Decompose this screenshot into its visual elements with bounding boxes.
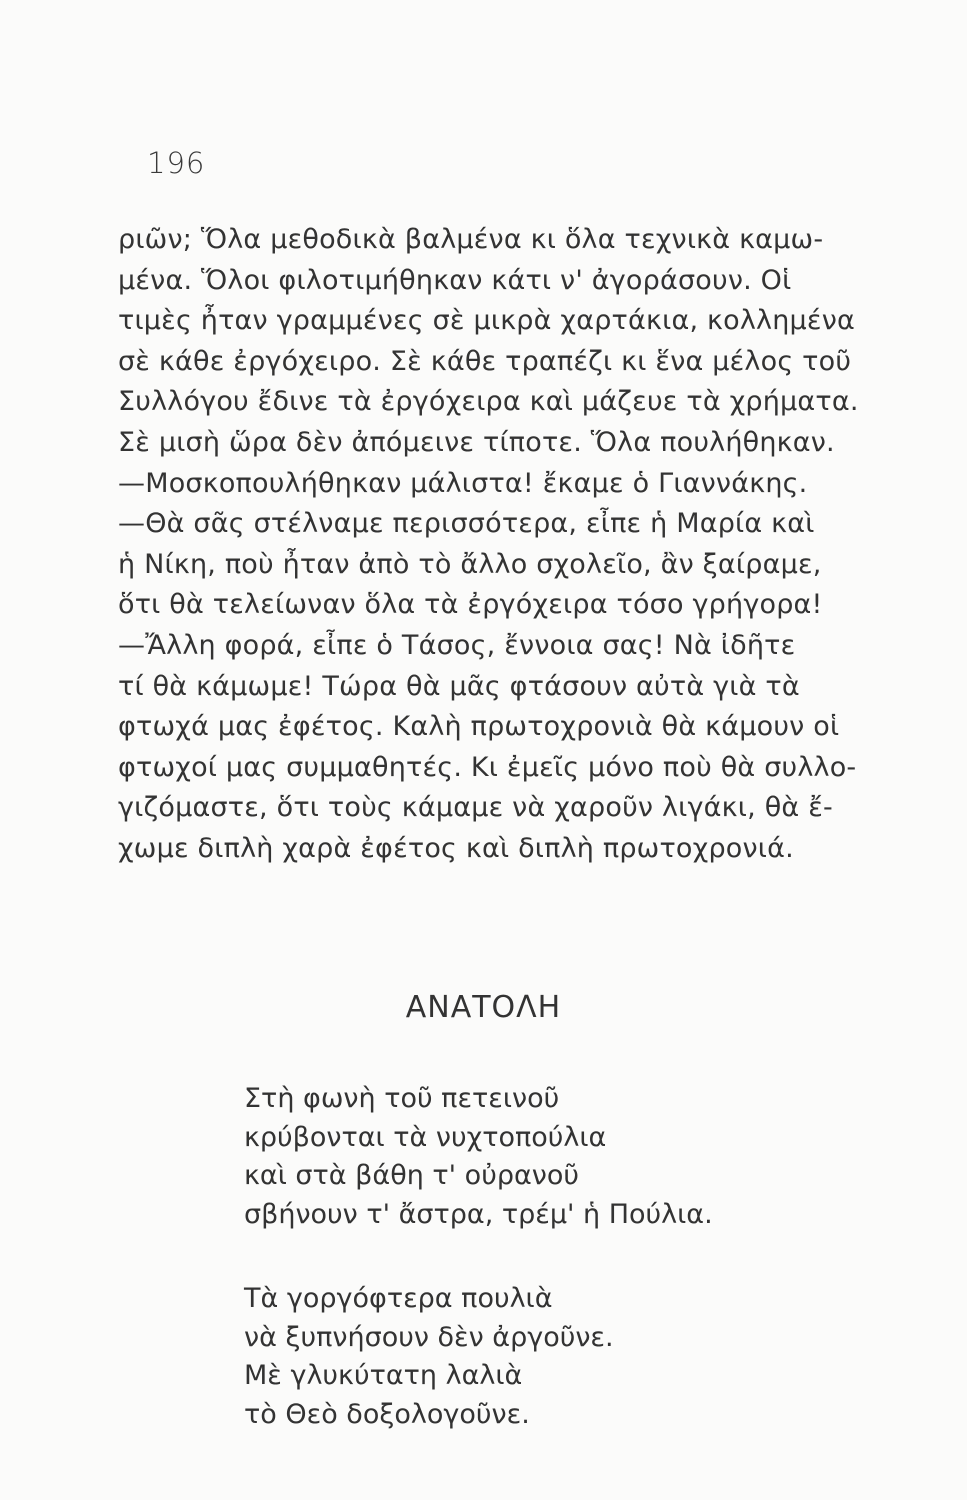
prose-line: φτωχά μας ἐφέτος. Καλὴ πρωτοχρονιὰ θὰ κάμουν οἱ <box>118 711 840 743</box>
prose-line: ριῶν; Ὅλα μεθοδικὰ βαλμένα κι ὅλα τεχνικὰ καμω- <box>118 224 824 255</box>
poem-line: κρύβονται τὰ νυχτοπούλια <box>244 1121 607 1153</box>
prose-line: σὲ κάθε ἐργόχειρο. Σὲ κάθε τραπέζι κι ἕνα μέλος τοῦ <box>118 345 852 377</box>
prose-line: χωμε διπλὴ χαρὰ ἐφέτος καὶ διπλὴ πρωτοχρονιά. <box>118 832 794 864</box>
poem-title: ΑΝΑΤΟΛΗ <box>405 990 562 1025</box>
prose-line: τί θὰ κάμωμε! Τώρα θὰ μᾶς φτάσουν αὐτὰ γιὰ τὰ <box>118 670 800 702</box>
poem-line: νὰ ξυπνήσουν δὲν ἀργοῦνε. <box>244 1321 614 1353</box>
poem-stanza-2 <box>244 1280 884 1434</box>
poem-line: Στὴ φωνὴ τοῦ πετεινοῦ <box>244 1083 560 1114</box>
prose-block <box>118 220 918 870</box>
prose-line: τιμὲς ἦταν γραμμένες σὲ μικρὰ χαρτάκια, κολλημένα <box>118 305 855 337</box>
poem-line: καὶ στὰ βάθη τ' οὐρανοῦ <box>244 1160 579 1191</box>
poem-line: σβήνουν τ' ἄστρα, τρέμ' ἡ Πούλια. <box>244 1198 713 1230</box>
prose-line: ὅτι θὰ τελείωναν ὅλα τὰ ἐργόχειρα τόσο γρήγορα! <box>118 589 823 621</box>
prose-line: ἡ Νίκη, ποὺ ἦταν ἀπὸ τὸ ἄλλο σχολεῖο, ἂν ξαίραμε, <box>118 548 822 580</box>
prose-line: Σὲ μισὴ ὥρα δὲν ἀπόμεινε τίποτε. Ὅλα πουλήθηκαν. <box>118 426 835 458</box>
poem-line: Τὰ γοργόφτερα πουλιὰ <box>244 1283 553 1314</box>
prose-line: Συλλόγου ἔδινε τὰ ἐργόχειρα καὶ μάζευε τὰ χρήματα. <box>118 386 859 418</box>
prose-line: γιζόμαστε, ὅτι τοὺς κάμαμε νὰ χαροῦν λιγάκι, θὰ ἔ- <box>118 792 833 824</box>
prose-line: φτωχοί μας συμμαθητές. Κι ἐμεῖς μόνο ποὺ θὰ συλλο- <box>118 751 857 783</box>
prose-line: —Ἄλλη φορά, εἶπε ὁ Τάσος, ἔννοια σας! Νὰ ἰδῆτε <box>118 629 796 661</box>
poem-line: Μὲ γλυκύτατη λαλιὰ <box>244 1360 523 1391</box>
poem-line: τὸ Θεὸ δοξολογοῦνε. <box>244 1398 530 1430</box>
page-number: 196 <box>147 146 206 180</box>
poem-stanza-1 <box>244 1080 884 1234</box>
prose-line: μένα. Ὅλοι φιλοτιμήθηκαν κάτι ν' ἀγοράσουν. Οἱ <box>118 264 792 296</box>
prose-line: —Μοσκοπουλήθηκαν μάλιστα! ἔκαμε ὁ Γιαννάκης. <box>118 467 808 499</box>
prose-line: —Θὰ σᾶς στέλναμε περισσότερα, εἶπε ἡ Μαρία καὶ <box>118 508 815 540</box>
